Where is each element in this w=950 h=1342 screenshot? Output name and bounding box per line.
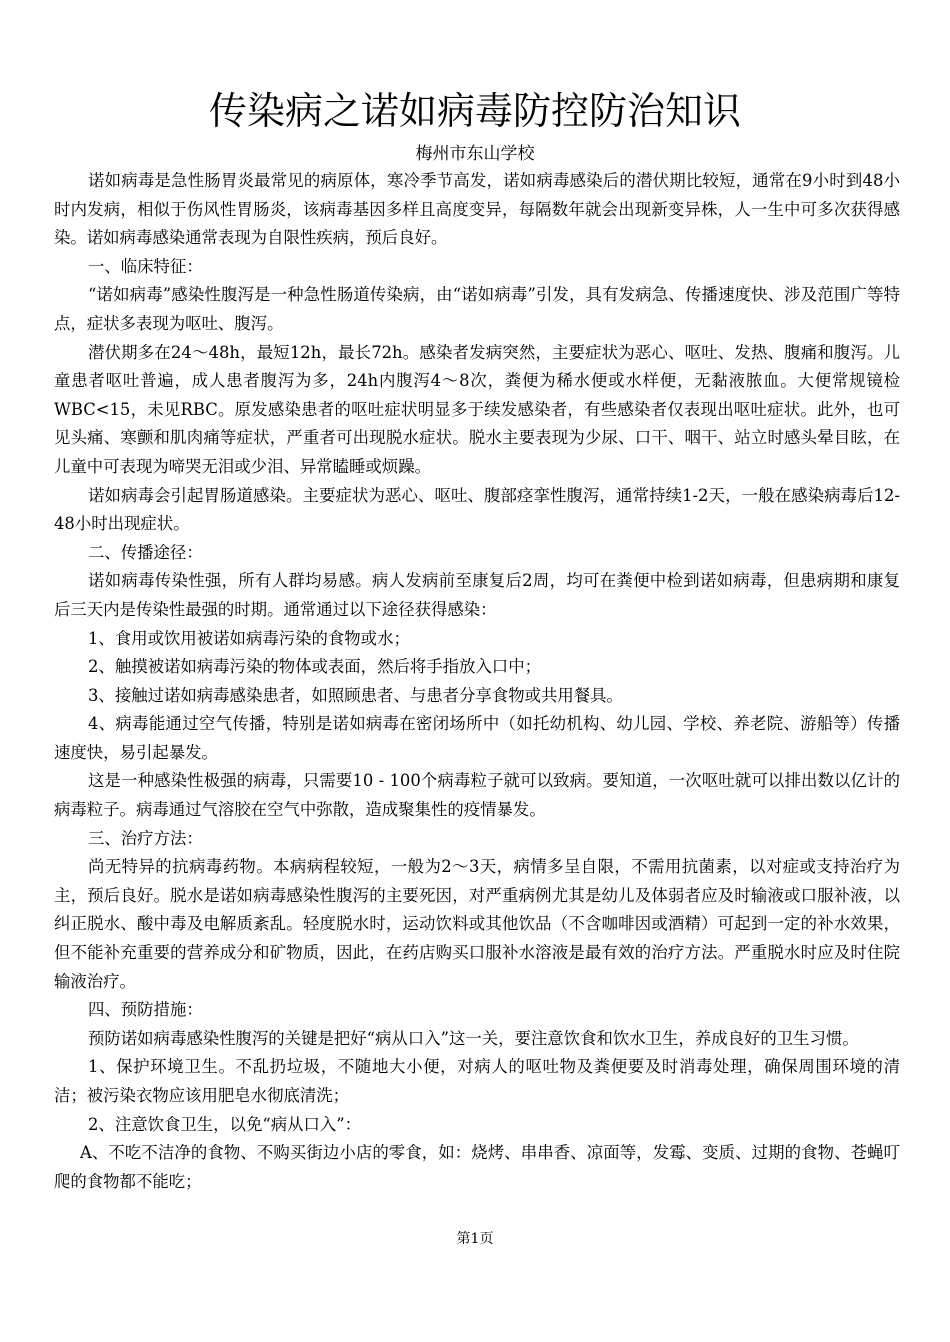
paragraph: “诺如病毒”感染性腹泻是一种急性肠道传染病，由“诺如病毒”引发，具有发病急、传播速度快、涉及范围广等特点，症状多表现为呕吐、腹泻。 [54, 285, 900, 333]
paragraph: 这是一种感染性极强的病毒，只需要10 - 100个病毒粒子就可以致病。要知道，一次呕吐就可以排出数以亿计的病毒粒子。病毒通过气溶胶在空气中弥散，造成聚集性的疫情暴发。 [54, 771, 900, 820]
document-body [54, 167, 900, 1196]
page-number: 第1页 [456, 1231, 494, 1247]
paragraph: 预防诺如病毒感染性腹泻的关键是把好“病从口入”这一关，要注意饮食和饮水卫生，养成良好的卫生习惯。 [88, 1028, 859, 1048]
paragraph-intro: 诺如病毒是急性肠胃炎最常见的病原体，寒冷季节高发，诺如病毒感染后的潜伏期比较短，通常在9小时到48小时内发病，相似于伤风性胃肠炎，该病毒基因多样且高度变异，每隔数年就会出现新变异株，人一生中可多次获得感染。诺如病毒感染通常表现为自限性疾病，预后良好。 [54, 171, 900, 248]
section-heading-transmission: 二、传播途径： [88, 542, 203, 562]
list-item: 2、注意饮食卫生，以免“病从口入”： [88, 1114, 362, 1134]
section-heading-treatment: 三、治疗方法： [88, 828, 203, 848]
list-item: 1、保护环境卫生。不乱扔垃圾，不随地大小便，对病人的呕吐物及粪便要及时消毒处理，确保周围环境的清洁；被污染衣物应该用肥皂水彻底清洗； [54, 1057, 900, 1105]
list-item: 4、病毒能通过空气传播，特别是诺如病毒在密闭场所中（如托幼机构、幼儿园、学校、养老院、游船等）传播速度快，易引起暴发。 [54, 714, 900, 762]
paragraph: 诺如病毒会引起胃肠道感染。主要症状为恶心、呕吐、腹部痉挛性腹泻，通常持续1-2天，一般在感染病毒后12-48小时出现症状。 [54, 485, 900, 534]
section-heading-prevention: 四、预防措施： [88, 1000, 203, 1020]
list-item: A、不吃不洁净的食物、不购买街边小店的零食，如：烧烤、串串香、凉面等，发霉、变质、过期的食物、苍蝇叮爬的食物都不能吃； [54, 1143, 900, 1191]
paragraph: 尚无特异的抗病毒药物。本病病程较短，一般为2～3天，病情多呈自限，不需用抗菌素，以对症或支持治疗为主，预后良好。脱水是诺如病毒感染性腹泻的主要死因，对严重病例尤其是幼儿及体弱者应及时输液或口服补液，以纠正脱水、酸中毒及电解质紊乱。轻度脱水时，运动饮料或其他饮品（不含咖啡因或酒精）可起到一定的补水效果，但不能补充重要的营养成分和矿物质，因此，在药店购买口服补水溶液是最有效的治疗方法。严重脱水时应及时住院输液治疗。 [54, 857, 900, 991]
section-heading-clinical: 一、临床特征： [88, 256, 203, 276]
list-item: 2、触摸被诺如病毒污染的物体或表面，然后将手指放入口中； [88, 657, 541, 677]
list-item: 3、接触过诺如病毒感染患者，如照顾患者、与患者分享食物或共用餐具。 [88, 685, 623, 705]
paragraph: 诺如病毒传染性强，所有人群均易感。病人发病前至康复后2周，均可在粪便中检到诺如病毒，但患病期和康复后三天内是传染性最强的时期。通常通过以下途径获得感染： [54, 571, 900, 619]
list-item: 1、食用或饮用被诺如病毒污染的食物或水； [88, 628, 410, 648]
document-subtitle: 梅州市东山学校 [415, 144, 535, 164]
document-title: 传染病之诺如病毒防控防治知识 [208, 89, 741, 133]
paragraph: 潜伏期多在24～48h，最短12h，最长72h。感染者发病突然，主要症状为恶心、呕吐、发热、腹痛和腹泻。儿童患者呕吐普遍，成人患者腹泻为多，24h内腹泻4～8次，粪便为稀水便或水样便，无黏液脓血。大便常规镜检WBC<15，未见RBC。原发感染患者的呕吐症状明显多于续发感染者，有些感染者仅表现出呕吐症状。此外，也可见头痛、寒颤和肌肉痛等症状，严重者可出现脱水症状。脱水主要表现为少尿、口干、咽干、站立时感头晕目眩，在儿童中可表现为啼哭无泪或少泪、异常瞌睡或烦躁。 [54, 342, 900, 476]
